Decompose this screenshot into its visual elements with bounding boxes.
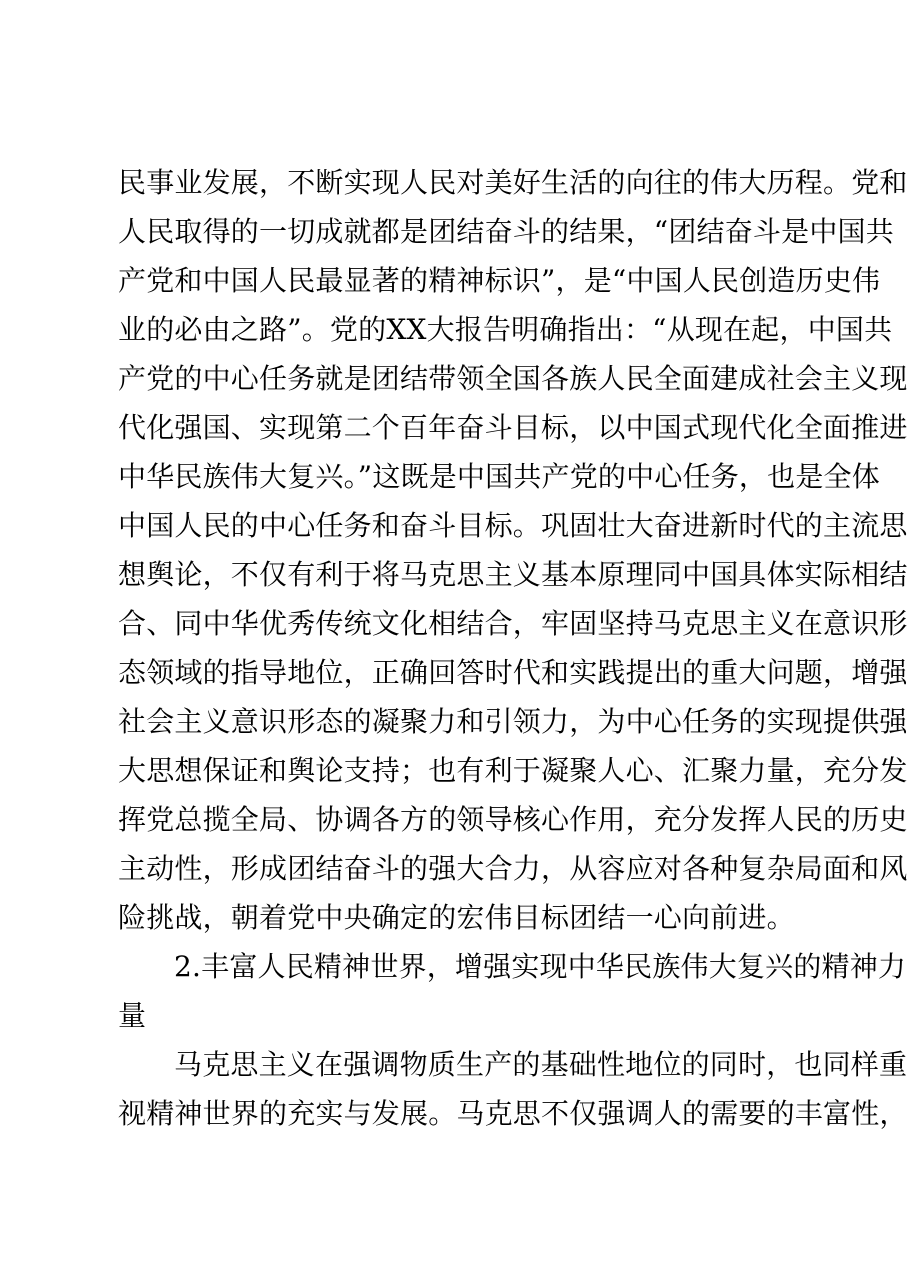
paragraph-line: 产党的中心任务就是团结带领全国各族人民全面建成社会主义现: [118, 362, 908, 395]
paragraph-line: 想舆论，不仅有利于将马克思主义基本原理同中国具体实际相结: [118, 558, 908, 591]
paragraph-line: 主动性，形成团结奋斗的强大合力，从容应对各种复杂局面和风: [118, 852, 908, 885]
paragraph-line: 视精神世界的充实与发展。马克思不仅强调人的需要的丰富性，: [118, 1097, 908, 1130]
paragraph-line: 险挑战，朝着党中央确定的宏伟目标团结一心向前进。: [118, 901, 795, 934]
paragraph-line: 马克思主义在强调物质生产的基础性地位的同时，也同样重: [174, 1048, 908, 1081]
section-heading-line: 量: [118, 999, 147, 1032]
paragraph-line: 中国人民的中心任务和奋斗目标。巩固壮大奋进新时代的主流思: [118, 509, 908, 542]
section-heading-line: 2.丰富人民精神世界，增强实现中华民族伟大复兴的精神力: [174, 950, 907, 983]
paragraph-line: 业的必由之路”。党的XX大报告明确指出：“从现在起，中国共: [118, 313, 893, 346]
paragraph-line: 挥党总揽全局、协调各方的领导核心作用，充分发挥人民的历史: [118, 803, 908, 836]
paragraph-line: 态领域的指导地位，正确回答时代和实践提出的重大问题，增强: [118, 656, 908, 689]
paragraph-line: 民事业发展，不断实现人民对美好生活的向往的伟大历程。党和: [118, 166, 908, 199]
paragraph-line: 产党和中国人民最显著的精神标识”，是“中国人民创造历史伟: [118, 264, 881, 297]
paragraph-line: 合、同中华优秀传统文化相结合，牢固坚持马克思主义在意识形: [118, 607, 908, 640]
paragraph-line: 人民取得的一切成就都是团结奋斗的结果，“团结奋斗是中国共: [118, 215, 894, 248]
paragraph-line: 代化强国、实现第二个百年奋斗目标，以中国式现代化全面推进: [118, 411, 908, 444]
paragraph-line: 大思想保证和舆论支持；也有利于凝聚人心、汇聚力量，充分发: [118, 754, 908, 787]
paragraph-line: 社会主义意识形态的凝聚力和引领力，为中心任务的实现提供强: [118, 705, 908, 738]
paragraph-line: 中华民族伟大复兴。”这既是中国共产党的中心任务，也是全体: [118, 460, 880, 493]
